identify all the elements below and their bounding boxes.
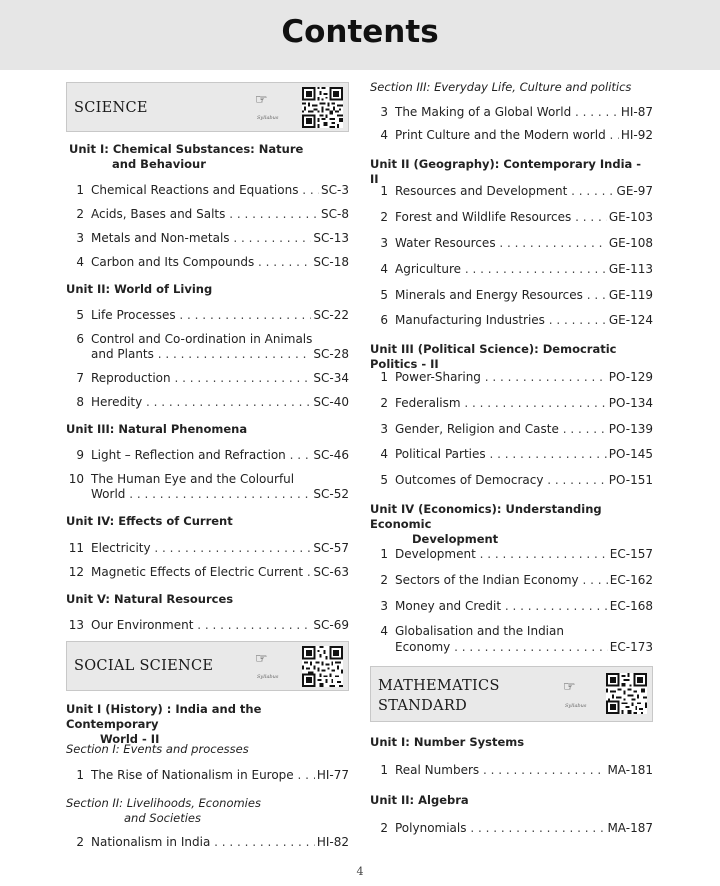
maths-unit-1: Unit I: Number Systems <box>370 735 525 749</box>
toc-entry[interactable]: 6 Control and Co-ordination in Animals and Plants . . . SC-28 <box>66 332 349 364</box>
science-heading: SCIENCE <box>74 100 148 116</box>
qr-code-icon[interactable] <box>302 646 343 687</box>
toc-entry[interactable]: 4 Globalisation and the Indian Economy . . . EC-173 <box>370 624 653 656</box>
science-unit-2: Unit II: World of Living <box>66 282 213 296</box>
qr-code-icon[interactable] <box>606 673 647 714</box>
science-unit-4: Unit IV: Effects of Current <box>66 514 233 528</box>
toc-entry[interactable]: 10 The Human Eye and the Colourful World . . . SC-52 <box>66 472 349 504</box>
qr-code-icon[interactable] <box>302 87 343 128</box>
pointing-hand-icon: ☞ <box>255 651 268 667</box>
mathematics-heading-box <box>370 666 653 722</box>
maths-unit-2: Unit II: Algebra <box>370 793 469 807</box>
pointing-hand-icon: ☞ <box>255 92 268 108</box>
social-unit-2: Unit II (Geography): Contemporary India - II <box>370 157 642 186</box>
social-section-3: Section III: Everyday Life, Culture and politics <box>370 80 632 94</box>
science-heading-box <box>66 82 349 132</box>
syllabus-label: Syllabus <box>257 115 279 121</box>
syllabus-label: Syllabus <box>257 674 279 680</box>
science-unit-5: Unit V: Natural Resources <box>66 592 234 606</box>
social-science-heading: SOCIAL SCIENCE <box>74 658 214 674</box>
social-unit-4: Unit IV (Economics): Understanding Economic Development <box>370 502 602 546</box>
pointing-hand-icon: ☞ <box>563 679 576 695</box>
social-section-1: Section I: Events and processes <box>66 742 249 756</box>
social-section-2: Section II: Livelihoods, Economies and Societies <box>66 796 261 825</box>
syllabus-label: Syllabus <box>565 703 587 709</box>
header-band <box>0 0 720 70</box>
mathematics-heading: MATHEMATICS STANDARD <box>378 678 500 714</box>
social-science-heading-box <box>66 641 349 691</box>
social-unit-1: Unit I (History) : India and the Contemporary World - II <box>66 702 262 746</box>
science-unit-1: Unit I: Chemical Substances: Nature and Behaviour <box>69 142 304 171</box>
page-number: 4 <box>356 865 364 878</box>
page-title: Contents <box>281 14 439 50</box>
science-unit-3: Unit III: Natural Phenomena <box>66 422 248 436</box>
social-unit-3: Unit III (Political Science): Democratic Politics - II <box>370 342 617 371</box>
